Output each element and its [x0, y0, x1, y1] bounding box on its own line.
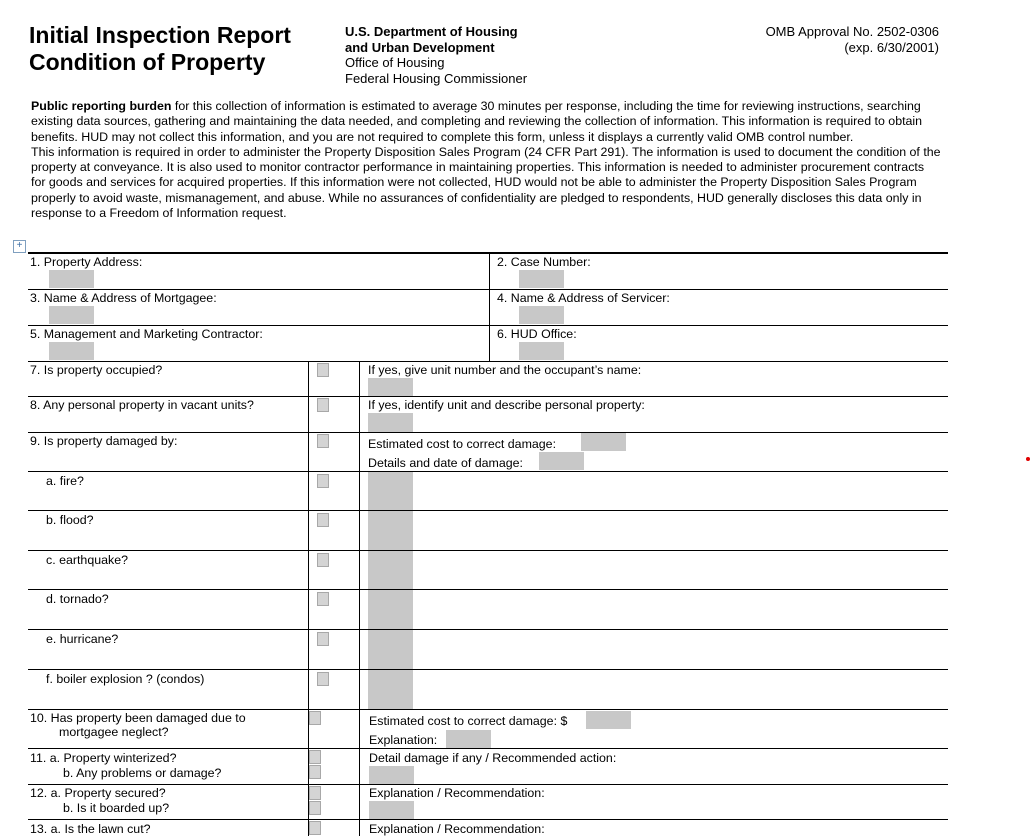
row-divider — [28, 819, 948, 820]
row-divider — [28, 550, 948, 551]
form-title — [29, 22, 291, 76]
column-divider — [489, 253, 490, 361]
q9-cost-field[interactable] — [581, 433, 626, 451]
q7-label: 7. Is property occupied? — [30, 363, 163, 377]
q9c-earthquake-label: c. earthquake? — [46, 553, 128, 567]
row-divider — [28, 396, 948, 397]
q8-label: 8. Any personal property in vacant units? — [30, 398, 254, 412]
contractor-label: 5. Management and Marketing Contractor: — [30, 327, 263, 341]
q12-detail-field[interactable] — [369, 801, 414, 819]
row-divider — [28, 589, 948, 590]
q9-checkbox[interactable] — [317, 434, 329, 448]
row-divider — [28, 748, 948, 749]
q9d-tornado-checkbox[interactable] — [317, 592, 329, 606]
mortgagee-field[interactable] — [49, 306, 94, 324]
row-divider — [28, 361, 948, 362]
q9d-tornado-label: d. tornado? — [46, 592, 109, 606]
q9e-hurricane-label: e. hurricane? — [46, 632, 119, 646]
mortgagee-label: 3. Name & Address of Mortgagee: — [30, 291, 217, 305]
omb-approval — [766, 24, 939, 55]
q11a-checkbox[interactable] — [309, 750, 321, 764]
q8-detail-field[interactable] — [368, 413, 413, 432]
q9b-flood-checkbox[interactable] — [317, 513, 329, 527]
q7-detail-field[interactable] — [368, 378, 413, 396]
servicer-label: 4. Name & Address of Servicer: — [497, 291, 670, 305]
q12b-checkbox[interactable] — [309, 801, 321, 815]
q9f-boiler-field[interactable] — [368, 670, 413, 709]
hud-office-label: 6. HUD Office: — [497, 327, 577, 341]
form-title-line1: Initial Inspection Report — [29, 22, 291, 48]
omb-number: OMB Approval No. 2502-0306 — [765, 24, 939, 39]
burden-paragraph-2: This information is required in order to administer the Property Disposition Sales Program (24 CFR Part 291). The information is used to document the condition of the property at conveyance. It is also used to monitor contractor performance in maintaining properties. This information is needed to administer procurement contracts for goods and services for acquired properties. If this information were not collected, HUD would not be able to administer the Property Disposition Sales Program properly to avoid waste, mismanagement, and abuse. While no assurances of confidentiality are pledged to respondents, HUD generally discloses this data only in response to a Freedom of Information request. — [31, 144, 941, 221]
q11b-checkbox[interactable] — [309, 765, 321, 779]
row-divider — [28, 669, 948, 670]
q12-detail-label: Explanation / Recommendation: — [369, 786, 545, 800]
q9b-flood-field[interactable] — [368, 511, 413, 550]
servicer-field[interactable] — [519, 306, 564, 324]
agency-name-line1: U.S. Department of Housing — [345, 24, 518, 39]
property-address-field[interactable] — [49, 270, 94, 288]
q9d-tornado-field[interactable] — [368, 590, 413, 629]
q9-cost-label: Estimated cost to correct damage: — [368, 437, 557, 451]
case-number-field[interactable] — [519, 270, 564, 288]
q9e-hurricane-checkbox[interactable] — [317, 632, 329, 646]
row-divider — [28, 471, 948, 472]
q9b-flood-label: b. flood? — [46, 513, 94, 527]
omb-expiration: (exp. 6/30/2001) — [844, 39, 939, 55]
q9f-boiler-label: f. boiler explosion ? (condos) — [46, 672, 205, 686]
q7-detail-label: If yes, give unit number and the occupant’s name: — [368, 363, 642, 377]
q11-detail-field[interactable] — [369, 766, 414, 784]
burden-statement — [31, 99, 941, 221]
q9-details-label: Details and date of damage: — [368, 456, 523, 470]
agency-name-line2: and Urban Development — [345, 39, 495, 55]
row-divider — [28, 510, 948, 511]
q11b-label: b. Any problems or damage? — [63, 766, 222, 780]
burden-heading: Public reporting burden — [31, 99, 172, 113]
q12a-checkbox[interactable] — [309, 786, 321, 800]
burden-paragraph-1 — [31, 99, 941, 145]
q10-explanation-label: Explanation: — [369, 733, 438, 747]
q10-cost-field[interactable] — [586, 711, 631, 729]
q9a-fire-field[interactable] — [368, 472, 413, 510]
q9-details-field[interactable] — [539, 452, 584, 470]
q12a-label: 12. a. Property secured? — [30, 786, 166, 800]
q9a-fire-checkbox[interactable] — [317, 474, 329, 488]
row-divider — [28, 432, 948, 433]
row-divider — [28, 629, 948, 630]
q8-detail-label: If yes, identify unit and describe personal property: — [368, 398, 645, 412]
contractor-field[interactable] — [49, 342, 94, 360]
agency-commissioner: Federal Housing Commissioner — [345, 70, 528, 86]
q9f-boiler-checkbox[interactable] — [317, 672, 329, 686]
row-divider — [28, 325, 948, 326]
q10-label-line2: mortgagee neglect? — [59, 725, 169, 739]
property-address-label: 1. Property Address: — [30, 255, 143, 269]
margin-marker-dot — [1026, 457, 1030, 461]
agency-office: Office of Housing — [345, 55, 445, 70]
q11-detail-label: Detail damage if any / Recommended action: — [369, 751, 617, 765]
q9e-hurricane-field[interactable] — [368, 630, 413, 669]
table-top-border — [28, 252, 948, 254]
burden-text-1: for this collection of information is estimated to average 30 minutes per response, including the time for reviewing instructions, searching existing data sources, gathering and maintaining the data needed, and completing and reviewing the collection of information. This information is required to obtain benefits. HUD may not collect this information, and you are not required to complete this form, unless it displays a currently valid OMB control number. — [31, 99, 923, 144]
q9c-earthquake-checkbox[interactable] — [317, 553, 329, 567]
row-divider — [28, 289, 948, 290]
column-divider — [359, 361, 360, 836]
form-title-line2: Condition of Property — [29, 49, 266, 75]
q10-checkbox[interactable] — [309, 711, 321, 725]
case-number-label: 2. Case Number: — [497, 255, 591, 269]
q8-checkbox[interactable] — [317, 398, 329, 412]
table-move-handle-icon[interactable]: + — [13, 240, 26, 253]
q10-cost-label: Estimated cost to correct damage: $ — [369, 714, 568, 728]
q7-checkbox[interactable] — [317, 363, 329, 377]
q9a-fire-label: a. fire? — [46, 474, 84, 488]
hud-office-field[interactable] — [519, 342, 564, 360]
q13-detail-label: Explanation / Recommendation: — [369, 822, 545, 836]
q10-label-line1: 10. Has property been damaged due to — [30, 711, 246, 725]
q13a-label: 13. a. Is the lawn cut? — [30, 822, 151, 836]
row-divider — [28, 709, 948, 710]
agency-block — [345, 24, 527, 86]
q13a-checkbox[interactable] — [309, 821, 321, 835]
q11a-label: 11. a. Property winterized? — [30, 751, 177, 765]
q9-label: 9. Is property damaged by: — [30, 434, 178, 448]
q9c-earthquake-field[interactable] — [368, 551, 413, 589]
q10-explanation-field[interactable] — [446, 730, 491, 748]
row-divider — [28, 784, 948, 785]
q12b-label: b. Is it boarded up? — [63, 801, 170, 815]
